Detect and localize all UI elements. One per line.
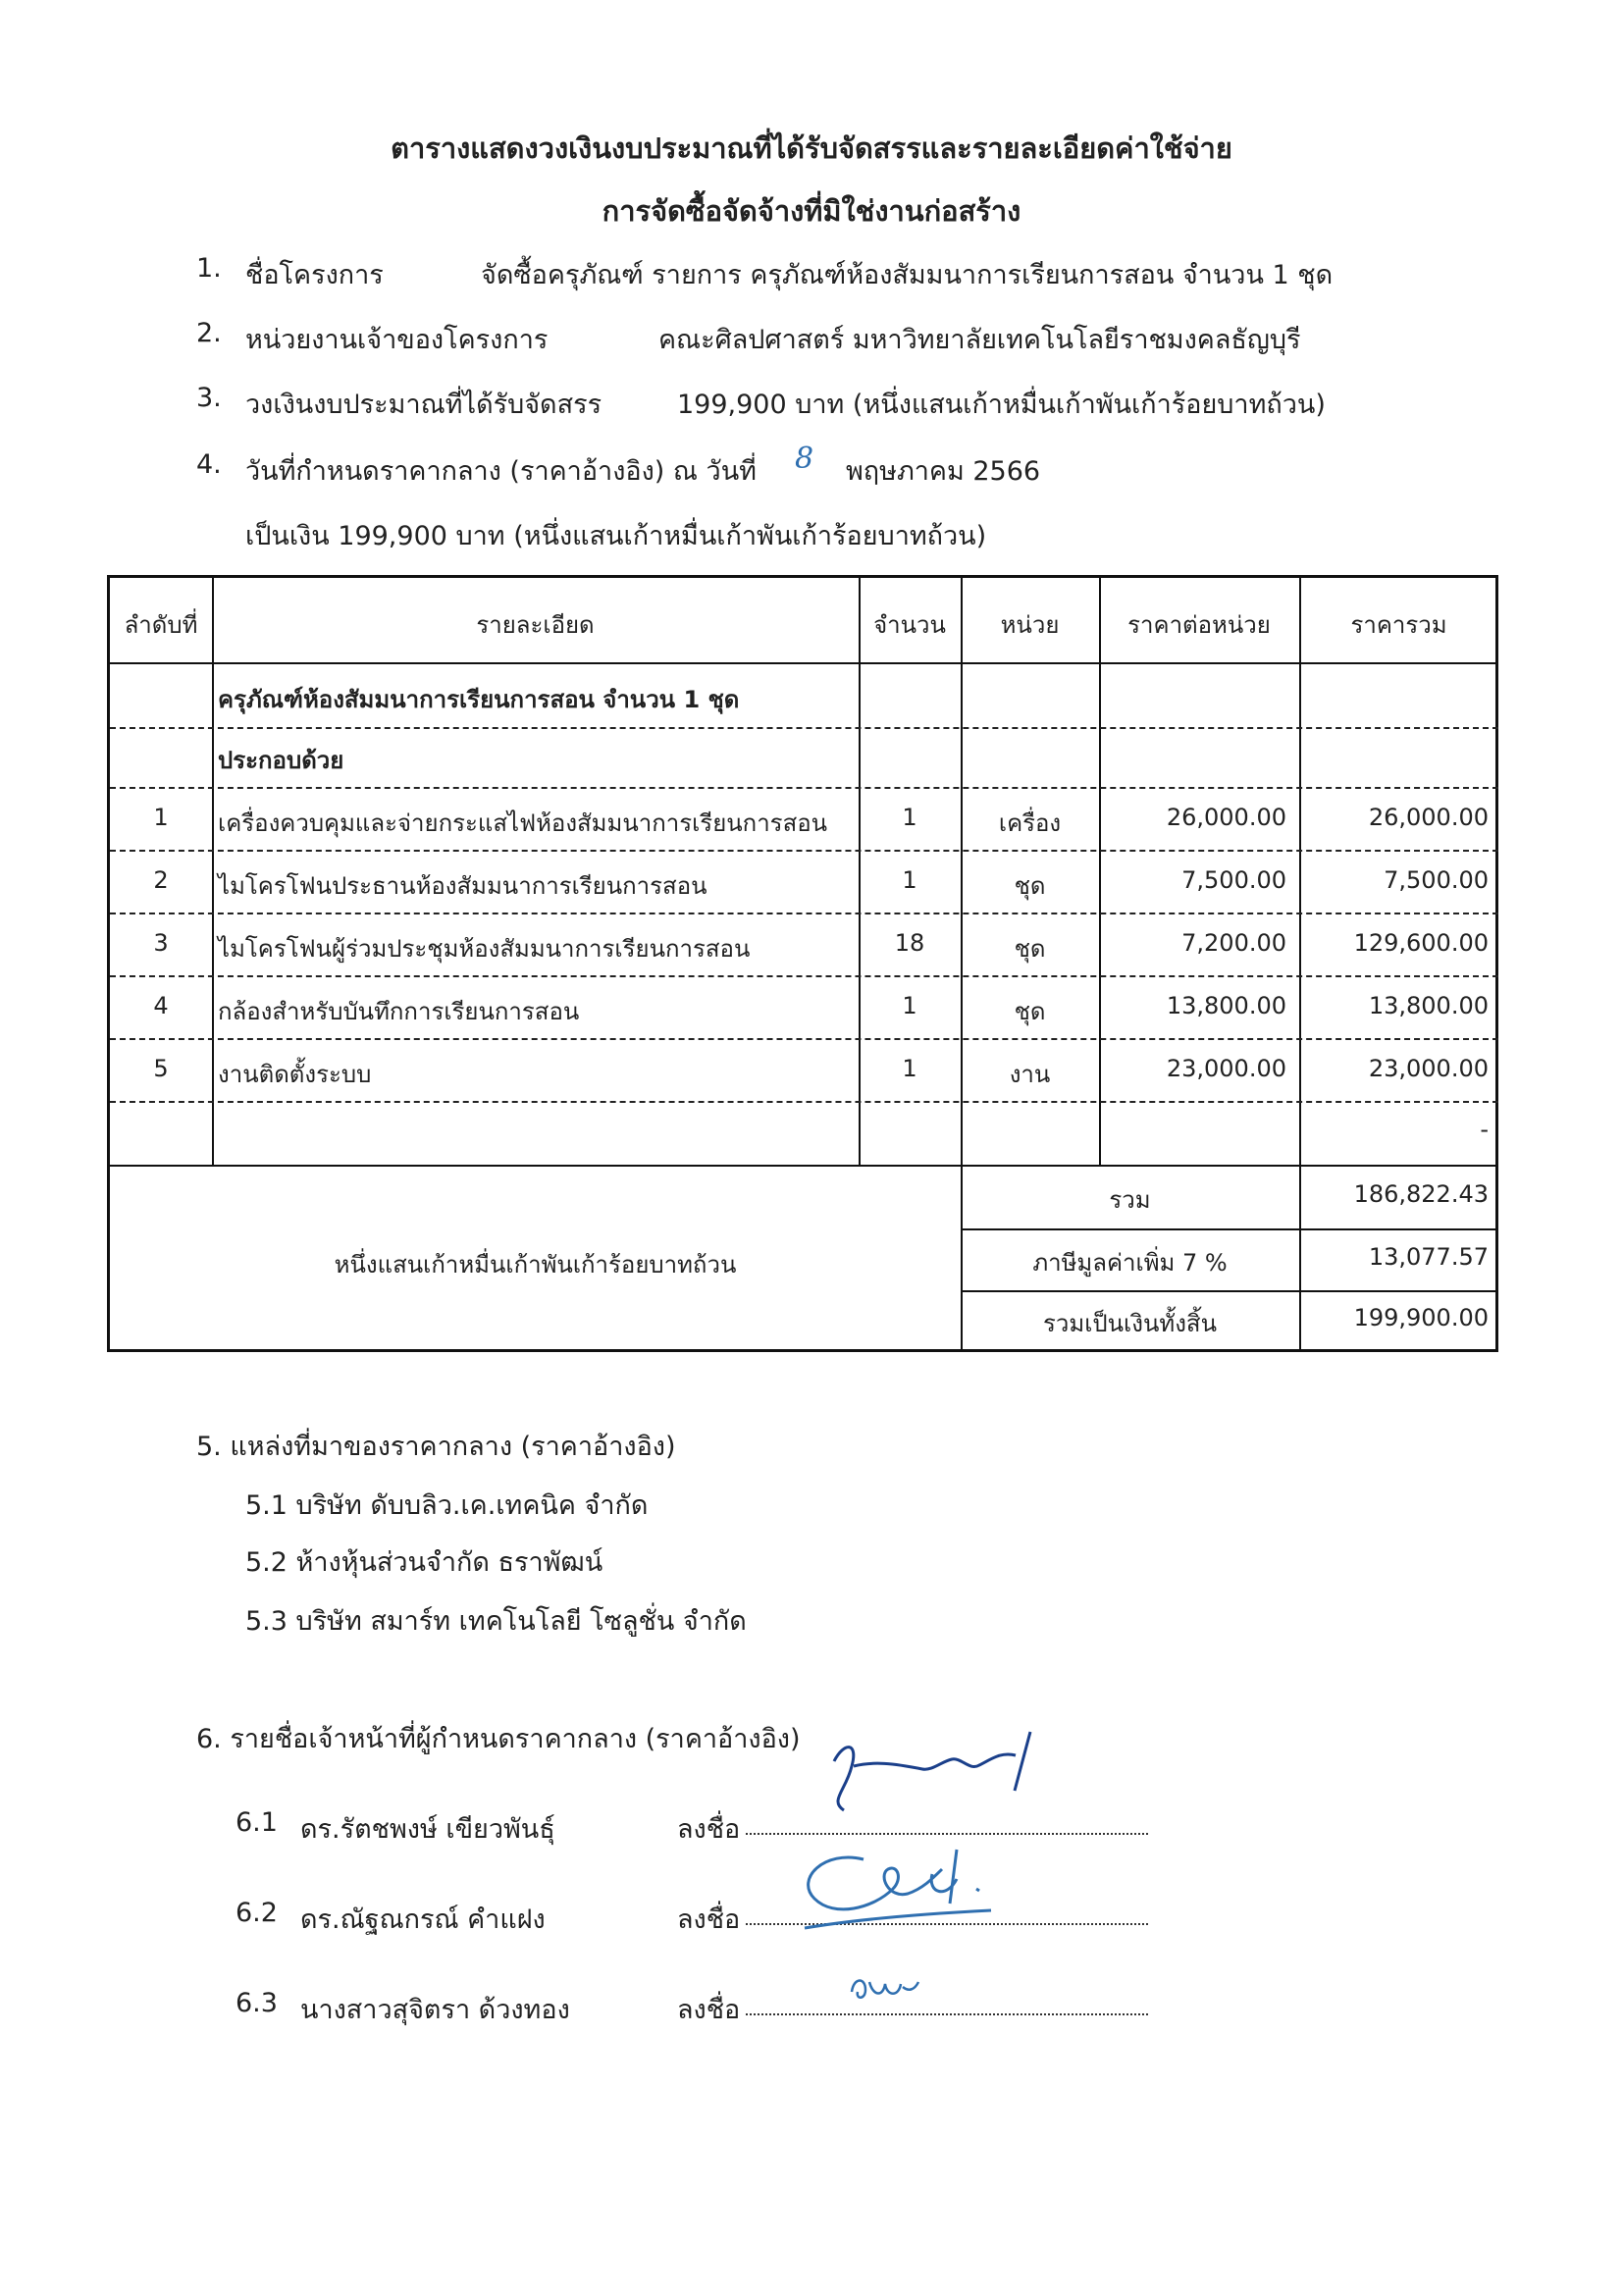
row-price: 23,000.00 xyxy=(1166,1055,1286,1082)
row-price: 7,500.00 xyxy=(1181,866,1286,894)
sign-label: ลงชื่อ xyxy=(677,1814,741,1845)
source-item: 5.1 บริษัท ดับบลิว.เค.เทคนิค จำกัด xyxy=(245,1490,649,1521)
row-price: 13,800.00 xyxy=(1166,992,1286,1019)
header-unit-price: ราคาต่อหน่วย xyxy=(1127,611,1271,639)
row-price: 7,200.00 xyxy=(1181,929,1286,957)
reference-month-year: พฤษภาคม 2566 xyxy=(846,456,1041,487)
header-total: ราคารวม xyxy=(1350,611,1447,639)
official-number: 6.3 xyxy=(236,1988,278,2018)
row-unit: เครื่อง xyxy=(998,809,1062,837)
row-unit: งาน xyxy=(1009,1061,1051,1088)
row-no: 1 xyxy=(153,804,169,831)
official-name: ดร.ณัฐณกรณ์ คำแฝง xyxy=(300,1905,546,1935)
row-price: 26,000.00 xyxy=(1166,804,1286,831)
vat-label: ภาษีมูลค่าเพิ่ม 7 % xyxy=(1032,1249,1228,1277)
row-desc: ไมโครโฟนประธานห้องสัมมนาการเรียนการสอน xyxy=(218,872,707,900)
row-no: 5 xyxy=(153,1055,169,1082)
row-total: 13,800.00 xyxy=(1368,992,1489,1019)
official-number: 6.2 xyxy=(236,1898,278,1928)
doc-title-line1: ตารางแสดงวงเงินงบประมาณที่ได้รับจัดสรรและรายละเอียดค่าใช้จ่าย xyxy=(391,131,1232,165)
sources-heading: 5. แหล่งที่มาของราคากลาง (ราคาอ้างอิง) xyxy=(196,1432,676,1462)
header-detail: รายละเอียด xyxy=(476,611,595,639)
row-unit: ชุด xyxy=(1014,998,1046,1025)
signature-3 xyxy=(844,1962,932,2011)
row-total: 26,000.00 xyxy=(1368,804,1489,831)
budget-value: 199,900 บาท (หนึ่งแสนเก้าหมื่นเก้าพันเก้าร้อยบาทถ้วน) xyxy=(677,390,1326,420)
row-qty: 18 xyxy=(894,929,925,957)
group-subtitle: ประกอบด้วย xyxy=(218,747,344,774)
budget-label: วงเงินงบประมาณที่ได้รับจัดสรร xyxy=(245,390,602,420)
row-total: 23,000.00 xyxy=(1368,1055,1489,1082)
signature-line xyxy=(746,2013,1148,2015)
row-qty: 1 xyxy=(902,992,917,1019)
sum-value: 186,822.43 xyxy=(1353,1180,1489,1208)
row-desc: งานติดตั้งระบบ xyxy=(218,1061,372,1088)
reference-amount-line: เป็นเงิน 199,900 บาท (หนึ่งแสนเก้าหมื่นเก้าพันเก้าร้อยบาทถ้วน) xyxy=(245,521,987,551)
doc-title-line2: การจัดซื้อจัดจ้างที่มิใช่งานก่อสร้าง xyxy=(602,194,1021,228)
vat-value: 13,077.57 xyxy=(1368,1243,1489,1271)
row-unit: ชุด xyxy=(1014,872,1046,900)
item-number: 1. xyxy=(196,253,222,284)
signature-1 xyxy=(805,1722,1060,1830)
row-qty: 1 xyxy=(902,804,917,831)
official-name: นางสาวสุจิตรา ด้วงทอง xyxy=(300,1995,570,2025)
item-number: 4. xyxy=(196,449,222,480)
owner-value: คณะศิลปศาสตร์ มหาวิทยาลัยเทคโนโลยีราชมงคลธัญบุรี xyxy=(658,325,1301,355)
sign-label: ลงชื่อ xyxy=(677,1905,741,1935)
owner-label: หน่วยงานเจ้าของโครงการ xyxy=(245,325,549,355)
row-unit: ชุด xyxy=(1014,935,1046,963)
row-desc: กล้องสำหรับบันทึกการเรียนการสอน xyxy=(218,998,580,1025)
header-quantity: จำนวน xyxy=(873,611,946,639)
official-name: ดร.รัตชพงษ์ เขียวพันธุ์ xyxy=(300,1814,555,1845)
row-qty: 1 xyxy=(902,866,917,894)
project-name-value: จัดซื้อครุภัณฑ์ รายการ ครุภัณฑ์ห้องสัมมนาการเรียนการสอน จำนวน 1 ชุด xyxy=(481,260,1334,290)
row-no: 3 xyxy=(153,929,169,957)
row-total: 129,600.00 xyxy=(1353,929,1489,957)
row-desc: เครื่องควบคุมและจ่ายกระแสไฟห้องสัมมนาการเรียนการสอน xyxy=(218,809,828,837)
price-table xyxy=(107,575,1498,1352)
source-item: 5.2 ห้างหุ้นส่วนจำกัด ธราพัฒน์ xyxy=(245,1547,603,1578)
officials-heading: 6. รายชื่อเจ้าหน้าที่ผู้กำหนดราคากลาง (ราคาอ้างอิง) xyxy=(196,1724,801,1754)
row-desc: ไมโครโฟนผู้ร่วมประชุมห้องสัมมนาการเรียนการสอน xyxy=(218,935,751,963)
sign-label: ลงชื่อ xyxy=(677,1995,741,2025)
header-no: ลำดับที่ xyxy=(124,611,198,639)
row-no: 4 xyxy=(153,992,169,1019)
amount-in-words: หนึ่งแสนเก้าหมื่นเก้าพันเก้าร้อยบาทถ้วน xyxy=(334,1251,737,1278)
header-unit: หน่วย xyxy=(1000,611,1060,639)
signature-2 xyxy=(785,1820,1040,1948)
row-no: 2 xyxy=(153,866,169,894)
row-qty: 1 xyxy=(902,1055,917,1082)
reference-date-label: วันที่กำหนดราคากลาง (ราคาอ้างอิง) ณ วันที่ xyxy=(245,456,757,487)
sum-label: รวม xyxy=(1109,1186,1151,1214)
grand-total-value: 199,900.00 xyxy=(1353,1304,1489,1331)
group-title: ครุภัณฑ์ห้องสัมมนาการเรียนการสอน จำนวน 1 ชุด xyxy=(218,686,740,713)
row-total: 7,500.00 xyxy=(1384,866,1489,894)
project-name-label: ชื่อโครงการ xyxy=(245,260,384,290)
item-number: 2. xyxy=(196,318,222,348)
handwritten-day: 8 xyxy=(795,442,814,476)
item-number: 3. xyxy=(196,383,222,413)
grand-total-label: รวมเป็นเงินทั้งสิ้น xyxy=(1043,1310,1217,1337)
official-number: 6.1 xyxy=(236,1807,278,1838)
source-item: 5.3 บริษัท สมาร์ท เทคโนโลยี โซลูชั่น จำกัด xyxy=(245,1606,747,1637)
blank-row-total: - xyxy=(1480,1116,1489,1143)
